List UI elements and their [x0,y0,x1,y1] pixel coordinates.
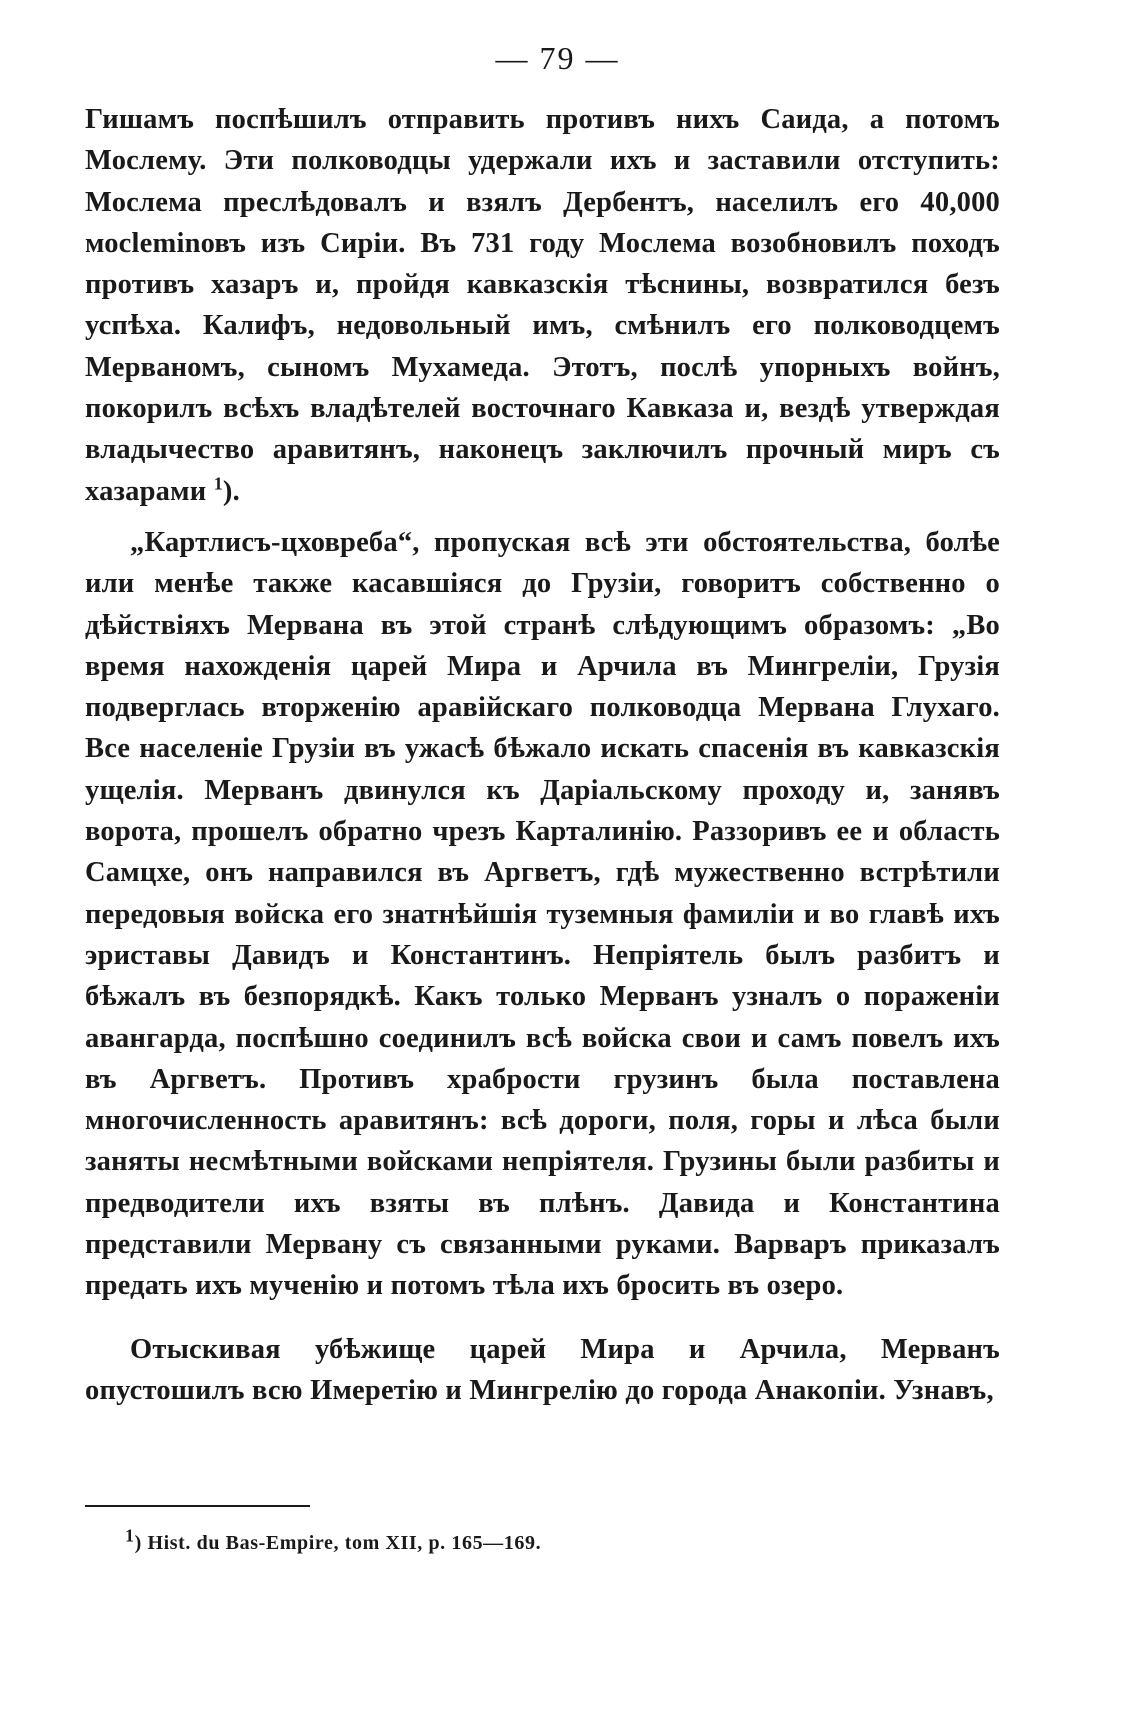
paragraph-1-tail: ). [222,475,240,507]
footnote [125,1525,542,1555]
paragraph-3: Отыскивая убѣжище царей Мира и Арчила, Мерванъ опустошилъ всю Имеретію и Мингрелію до города Анакопіи. Узнавъ, [85,1333,1000,1406]
footnote-marker: 1 [125,1525,135,1546]
paragraph-2: „Картлисъ-цховреба“, пропуская всѣ эти обстоятельства, болѣе или менѣе также касавшіяся до Грузіи, говоритъ собственно о дѣйствіяхъ Мервана въ этой странѣ слѣдующимъ образомъ: „Во время нахожденія царей Мира и Арчила въ Мингреліи, Грузія подверглась вторженію аравійскаго полководца Мервана Глухаго. Все населеніе Грузіи въ ужасѣ бѣжало искать спасенія въ кавказскія ущелія. Мерванъ двинулся къ Даріальскому проходу и, занявъ ворота, прошелъ обратно чрезъ Карталинію. Раззоривъ ее и область Самцхе, онъ направился въ Аргветъ, гдѣ мужественно встрѣтили передовыя войска его знатнѣйшія туземныя фамиліи и во главѣ ихъ эриставы Давидъ и Константинъ. Непріятель былъ разбитъ и бѣжалъ въ безпорядкѣ. Какъ только Мерванъ узналъ о пораженіи авангарда, поспѣшно соединилъ всѣ войска свои и самъ повелъ ихъ въ Аргветъ. Противъ храбрости грузинъ была поставлена многочисленность аравитянъ: всѣ дороги, поля, горы и лѣса были заняты несмѣтными войсками непріятеля. Грузины были разбиты и предводители ихъ взяты въ плѣнъ. Давида и Константина представили Мервану съ связанными руками. Варваръ приказалъ предать ихъ мученію и потомъ тѣла ихъ бросить въ озеро. [85,526,1000,1302]
document-page [85,40,1000,1554]
footnote-text: ) Hist. du Bas-Empire, tom XII, p. 165—169. [134,1532,542,1554]
page-number: — 79 — [495,40,620,76]
paragraph-1 [85,99,1000,512]
footnote-divider [85,1505,310,1507]
paragraph-1-text: Гишамъ поспѣшилъ отправить противъ нихъ Саида, а потомъ Мослему. Эти полководцы удержали ихъ и заставили отступить: Мослема преслѣдовалъ и взялъ Дербентъ, населилъ его 40,000 мосleminовъ изъ Сиріи. Въ 731 году Мослема возобновилъ походъ противъ хазаръ и, пройдя кавказскія тѣснины, возвратился безъ успѣха. Калифъ, недовольный имъ, смѣнилъ его полководцемъ Мерваномъ, сыномъ Мухамеда. Этотъ, послѣ упорныхъ войнъ, покорилъ всѣхъ владѣтелей восточнаго Кавказа и, вездѣ утверждая владычество аравитянъ, наконецъ заключилъ прочный миръ съ хазарами [85,104,1000,507]
footnote-reference[interactable]: 1 [213,473,223,494]
